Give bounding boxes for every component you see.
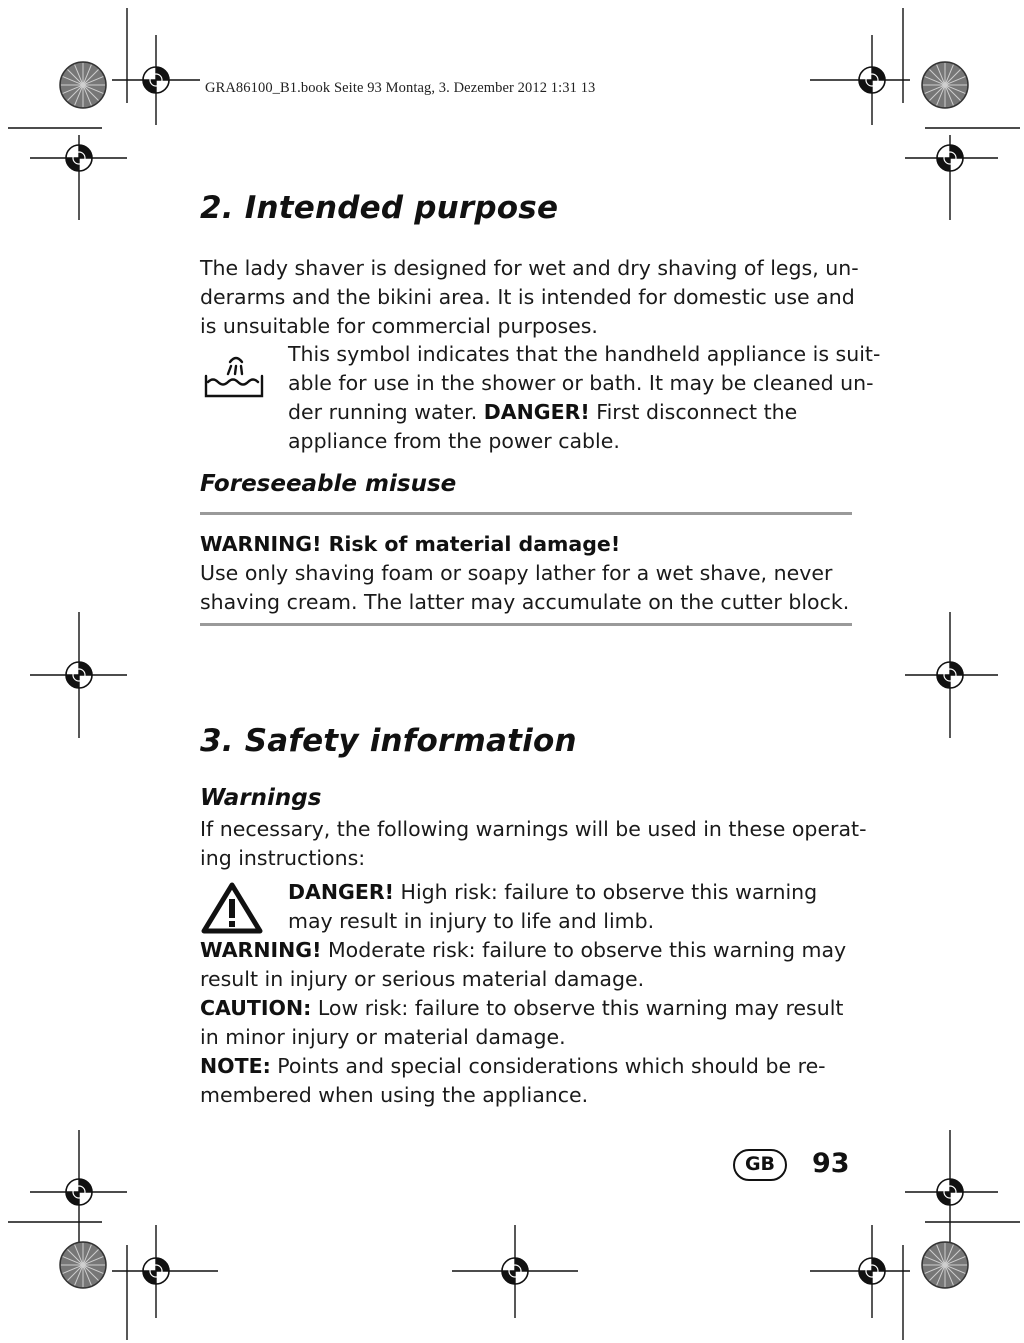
warning-box-title (200, 530, 852, 559)
material-damage-warning (200, 530, 852, 617)
text-fragment: First disconnect the (589, 400, 798, 424)
section-3-heading: 3. Safety information (200, 723, 577, 759)
danger-keyword: DANGER! (288, 880, 395, 904)
text-fragment: der running water. (288, 400, 484, 424)
text-line: shaving cream. The latter may accumulate on the cutter block. (200, 590, 850, 614)
text-line: derarms and the bikini area. It is intended for domestic use and (200, 285, 855, 309)
caution-keyword: CAUTION: (200, 996, 312, 1020)
warnings-intro-text (200, 815, 867, 873)
text-fragment: Points and special considerations which should be re- (270, 1054, 826, 1078)
intended-purpose-text (200, 254, 859, 341)
page-number: 93 (812, 1148, 850, 1179)
text-line: This symbol indicates that the handheld appliance is suit- (288, 342, 881, 366)
text-line: may result in injury to life and limb. (288, 909, 655, 933)
text-line: result in injury or serious material damage. (200, 967, 645, 991)
danger-definition (288, 878, 852, 936)
section-2-heading: 2. Intended purpose (200, 190, 559, 226)
text-line (288, 878, 852, 907)
text-line: membered when using the appliance. (200, 1083, 589, 1107)
warning-triangle-icon (200, 881, 264, 935)
text-line (200, 994, 852, 1023)
text-line (288, 398, 852, 427)
warning-title-text: WARNING! Risk of material damage! (200, 532, 621, 556)
note-keyword: NOTE: (200, 1054, 271, 1078)
text-line: able for use in the shower or bath. It may be cleaned un- (288, 371, 874, 395)
warning-box-bottom-rule (200, 623, 852, 626)
text-line: appliance from the power cable. (288, 429, 620, 453)
text-fragment: Moderate risk: failure to observe this warning may (321, 938, 847, 962)
warning-box-top-rule (200, 512, 852, 515)
print-slug-line: GRA86100_B1.book Seite 93 Montag, 3. Dezember 2012 1:31 13 (205, 80, 596, 96)
language-badge: GB (733, 1149, 787, 1181)
shower-bath-icon (200, 350, 266, 402)
text-line: The lady shaver is designed for wet and dry shaving of legs, un- (200, 256, 859, 280)
text-line: in minor injury or material damage. (200, 1025, 566, 1049)
text-fragment: Low risk: failure to observe this warning may result (311, 996, 844, 1020)
foreseeable-misuse-heading: Foreseeable misuse (200, 471, 457, 497)
text-line: is unsuitable for commercial purposes. (200, 314, 598, 338)
warning-keyword: WARNING! (200, 938, 322, 962)
warnings-heading: Warnings (200, 785, 322, 811)
text-line (200, 1052, 852, 1081)
text-fragment: High risk: failure to observe this warning (394, 880, 818, 904)
text-line (200, 936, 852, 965)
text-line: If necessary, the following warnings will be used in these operat- (200, 817, 867, 841)
danger-keyword: DANGER! (483, 400, 590, 424)
signal-word-definitions (200, 936, 852, 1110)
shower-symbol-text (288, 340, 881, 456)
text-line: ing instructions: (200, 846, 366, 870)
text-line: Use only shaving foam or soapy lather for a wet shave, never (200, 561, 833, 585)
